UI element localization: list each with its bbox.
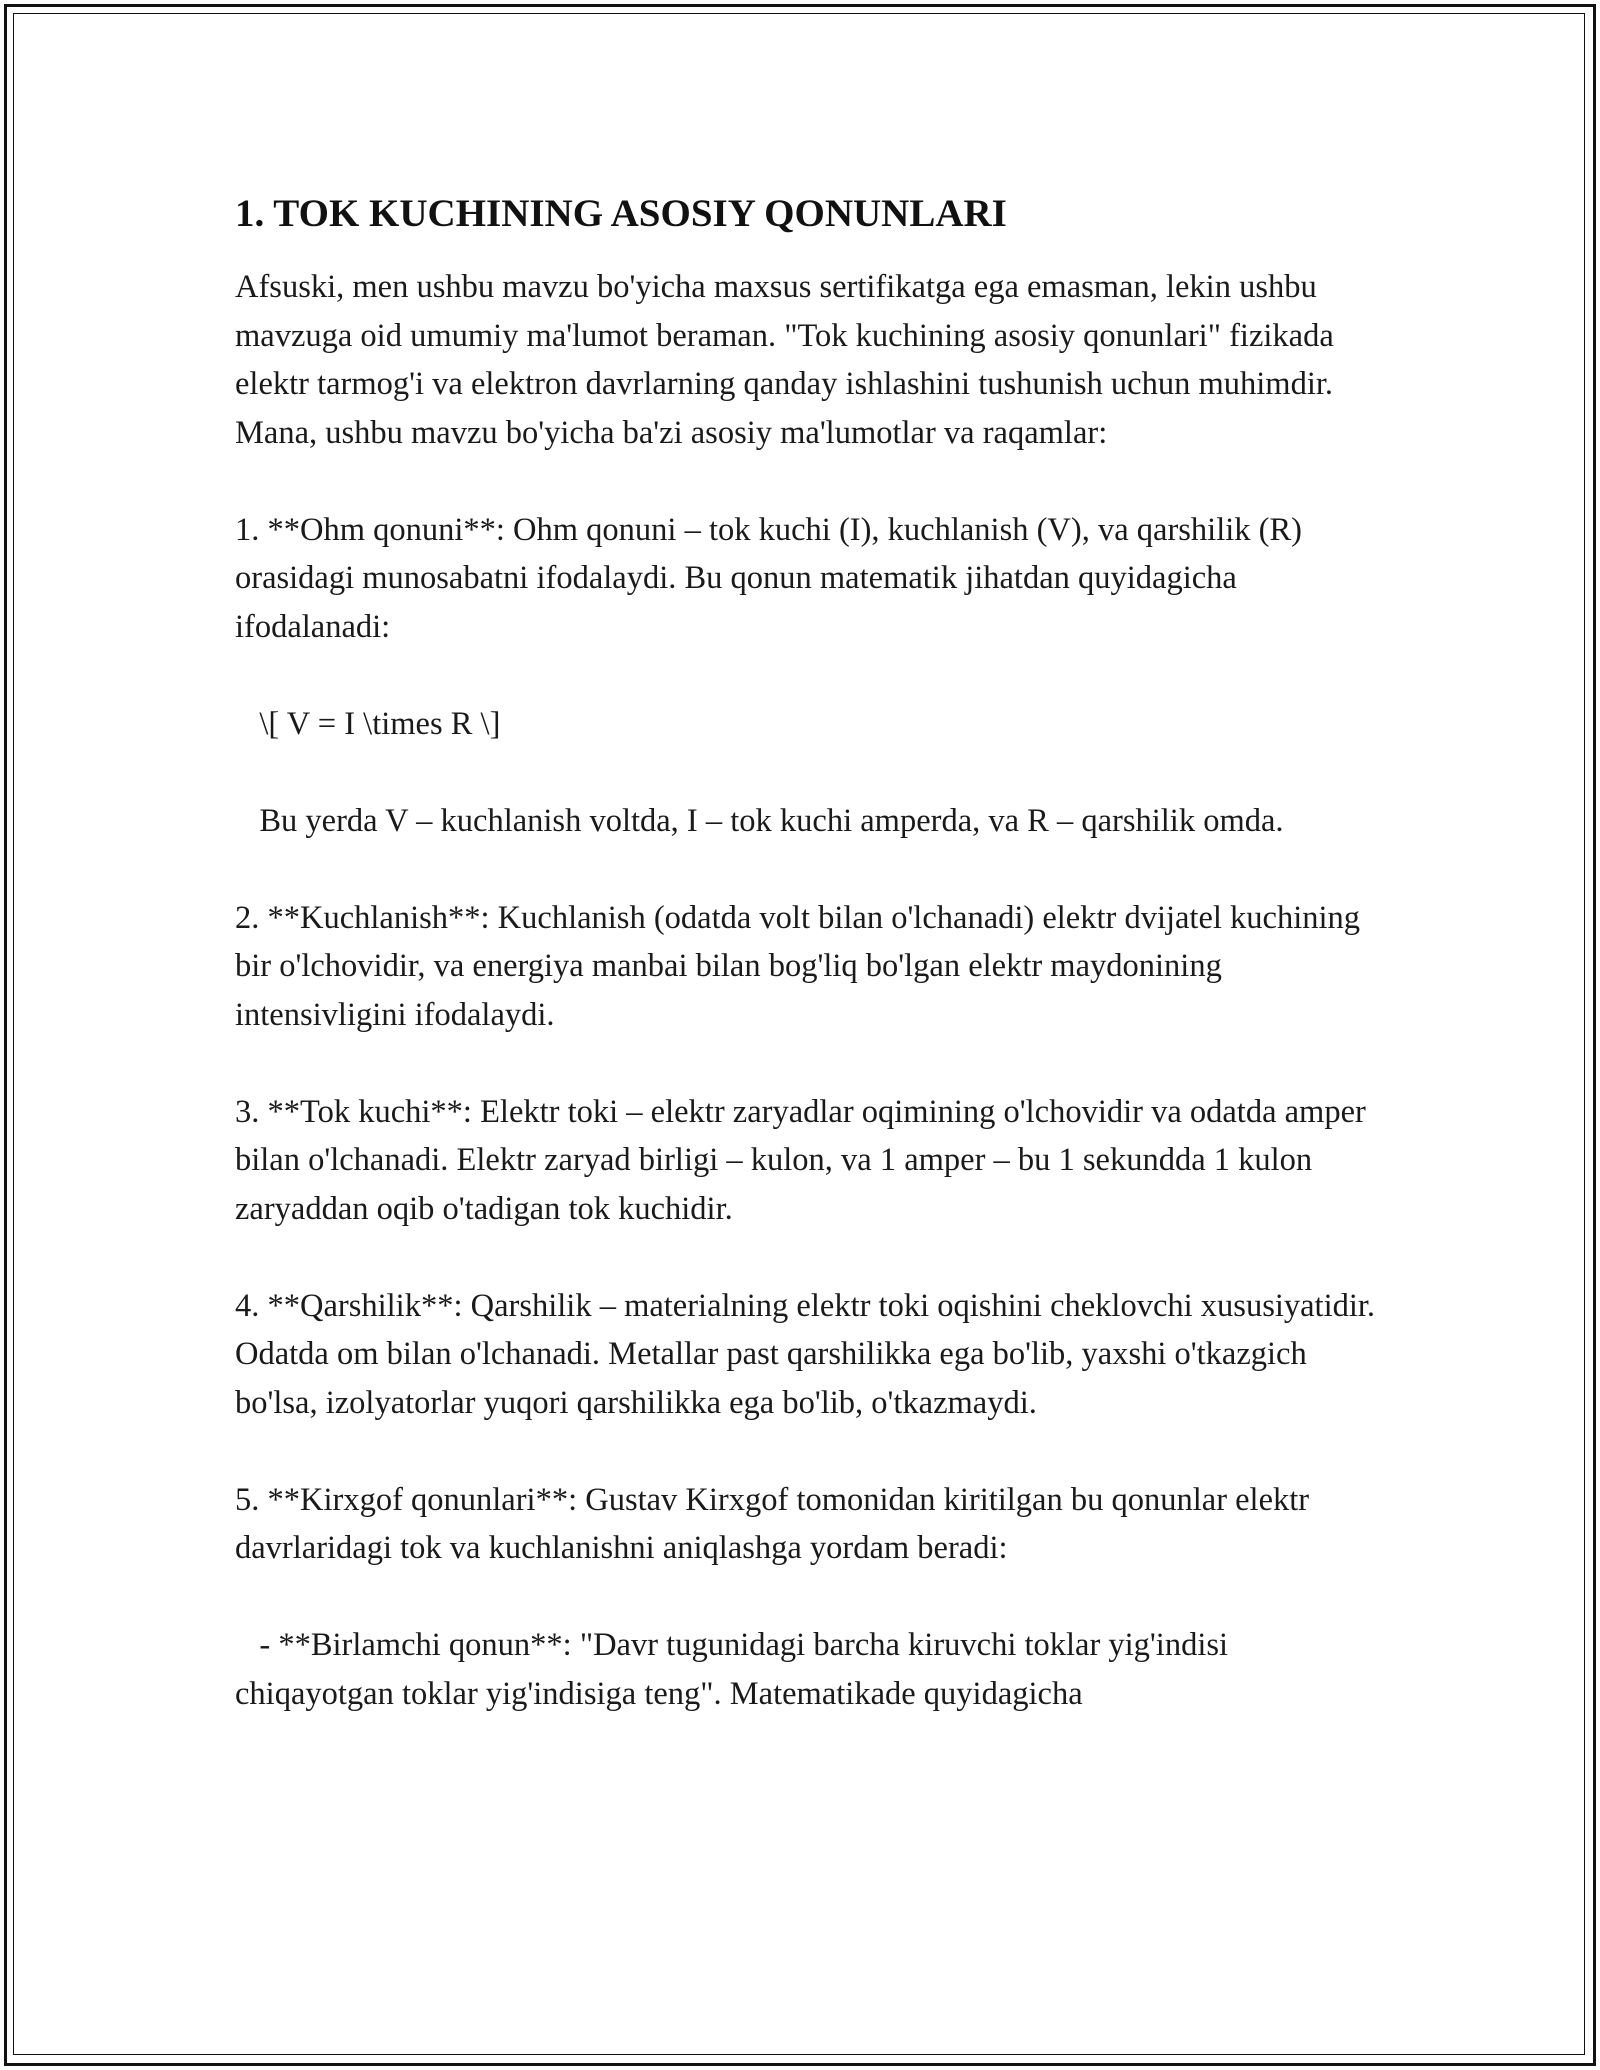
voltage-paragraph: 2. **Kuchlanish**: Kuchlanish (odatda volt bilan o'lchanadi) elektr dvijatel kuchining bir o'lchovidir, va energiya manbai bilan bog'liq bo'lgan elektr maydonining intensivligini ifodalaydi. xyxy=(235,899,1369,1033)
paragraph-gap xyxy=(235,1427,1385,1476)
paragraph-gap xyxy=(235,1233,1385,1282)
current-paragraph: 3. **Tok kuchi**: Elektr toki – elektr zaryadlar oqimining o'lchovidir va odatda amper bilan o'lchanadi. Elektr zaryad birligi – kulon, va 1 amper – bu 1 sekundda 1 kulon zaryaddan oqib o'tadigan tok kuchidir. xyxy=(235,1093,1374,1227)
paragraph-gap xyxy=(235,457,1385,506)
kirchhoff-first-law: - **Birlamchi qonun**: "Davr tugunidagi barcha kiruvchi toklar yig'indisi chiqayotgan toklar yig'indisiga teng". Matematikade quyidagicha xyxy=(235,1627,1237,1712)
resistance-paragraph: 4. **Qarshilik**: Qarshilik – materialning elektr toki oqishini cheklovchi xususiyatidir. Odatda om bilan o'lchanadi. Metallar past qarshilikka ega bo'lib, yaxshi o'tkazgich bo'lsa, izolyatorlar yuqori qarshilikka ega bo'lib, o'tkazmaydi. xyxy=(235,1287,1384,1421)
paragraph-gap xyxy=(235,1039,1385,1088)
paragraph-gap xyxy=(235,748,1385,797)
document-title: 1. TOK KUCHINING ASOSIY QONUNLARI xyxy=(235,192,1007,235)
paragraph-gap xyxy=(235,651,1385,700)
ohm-law-paragraph: 1. **Ohm qonuni**: Ohm qonuni – tok kuchi (I), kuchlanish (V), va qarshilik (R) orasidagi munosabatni ifodalaydi. Bu qonun matematik jihatdan quyidagicha ifodalanadi: xyxy=(235,511,1311,645)
paragraph-gap xyxy=(235,845,1385,894)
paragraph-gap xyxy=(235,1573,1385,1622)
ohm-explanation: Bu yerda V – kuchlanish voltda, I – tok kuchi amperda, va R – qarshilik omda. xyxy=(235,802,1284,839)
document-body xyxy=(235,185,1385,1718)
kirchhoff-paragraph: 5. **Kirxgof qonunlari**: Gustav Kirxgof tomonidan kiritilgan bu qonunlar elektr davrlaridagi tok va kuchlanishni aniqlashga yordam beradi: xyxy=(235,1481,1318,1566)
ohm-formula: \[ V = I \times R \] xyxy=(235,705,501,742)
intro-paragraph: Afsuski, men ushbu mavzu bo'yicha maxsus sertifikatga ega emasman, lekin ushbu mavzuga oid umumiy ma'lumot beraman. "Tok kuchining asosiy qonunlari" fizikada elektr tarmog'i va elektron davrlarning qanday ishlashini tushunish uchun muhimdir. Mana, ushbu mavzu bo'yicha ba'zi asosiy ma'lumotlar va raqamlar: xyxy=(235,269,1342,451)
